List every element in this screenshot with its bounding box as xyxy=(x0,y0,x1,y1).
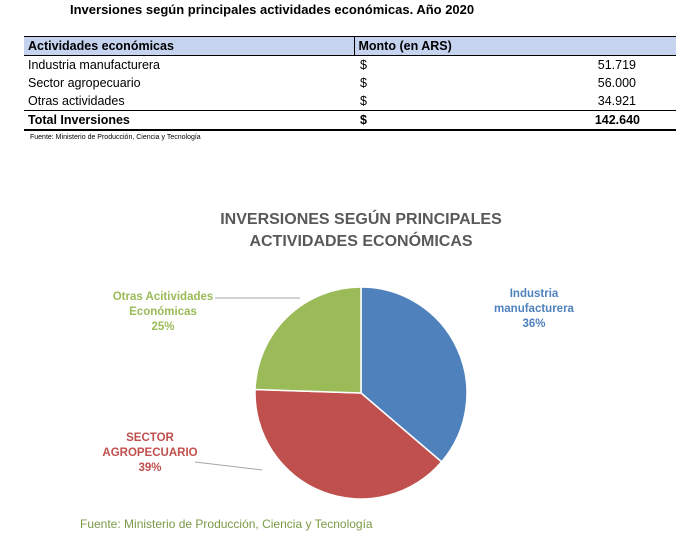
slice-name-line: SECTOR xyxy=(126,432,174,444)
slice-label xyxy=(113,291,214,333)
slice-name-line: manufacturera xyxy=(494,303,574,315)
chart-source-note: Fuente: Ministerio de Producción, Ciencia y Tecnología xyxy=(80,517,373,531)
row-label: Otras actividades xyxy=(28,94,125,108)
row-currency: $ xyxy=(360,76,367,90)
total-currency: $ xyxy=(354,111,384,131)
slice-name-line: AGROPECUARIO xyxy=(102,447,198,459)
row-value: 51.719 xyxy=(597,58,636,72)
pie-slice xyxy=(255,287,361,393)
row-currency: $ xyxy=(360,94,367,108)
slice-label xyxy=(102,432,197,474)
slice-percent: 39% xyxy=(138,462,162,474)
page-title: Inversiones según principales actividades económicas. Año 2020 xyxy=(70,2,475,17)
total-label: Total Inversiones xyxy=(24,111,354,131)
row-value: 34.921 xyxy=(597,94,636,108)
column-header-activity: Actividades económicas xyxy=(24,37,354,56)
leader-line xyxy=(195,462,262,470)
chart-title-line: INVERSIONES SEGÚN PRINCIPALES xyxy=(220,211,502,228)
chart-title-line: ACTIVIDADES ECONÓMICAS xyxy=(249,233,473,250)
column-header-amount: Monto (en ARS) xyxy=(354,37,676,56)
row-currency: $ xyxy=(360,58,367,72)
slice-percent: 25% xyxy=(151,321,175,333)
chart-title xyxy=(220,209,502,250)
slice-name-line: Otras Acitividades xyxy=(112,291,214,303)
slice-name-line: Económicas xyxy=(129,306,197,318)
row-label: Industria manufacturera xyxy=(28,58,161,72)
slice-label xyxy=(494,288,574,330)
row-label: Sector agropecuario xyxy=(28,76,141,90)
slice-percent: 36% xyxy=(522,318,546,330)
slice-name-line: Industria xyxy=(509,288,559,300)
table-source-note: Fuente: Ministerio de Producción, Ciencia y Tecnología xyxy=(30,134,201,141)
row-value: 56.000 xyxy=(597,76,636,90)
total-value: 142.640 xyxy=(384,111,676,131)
